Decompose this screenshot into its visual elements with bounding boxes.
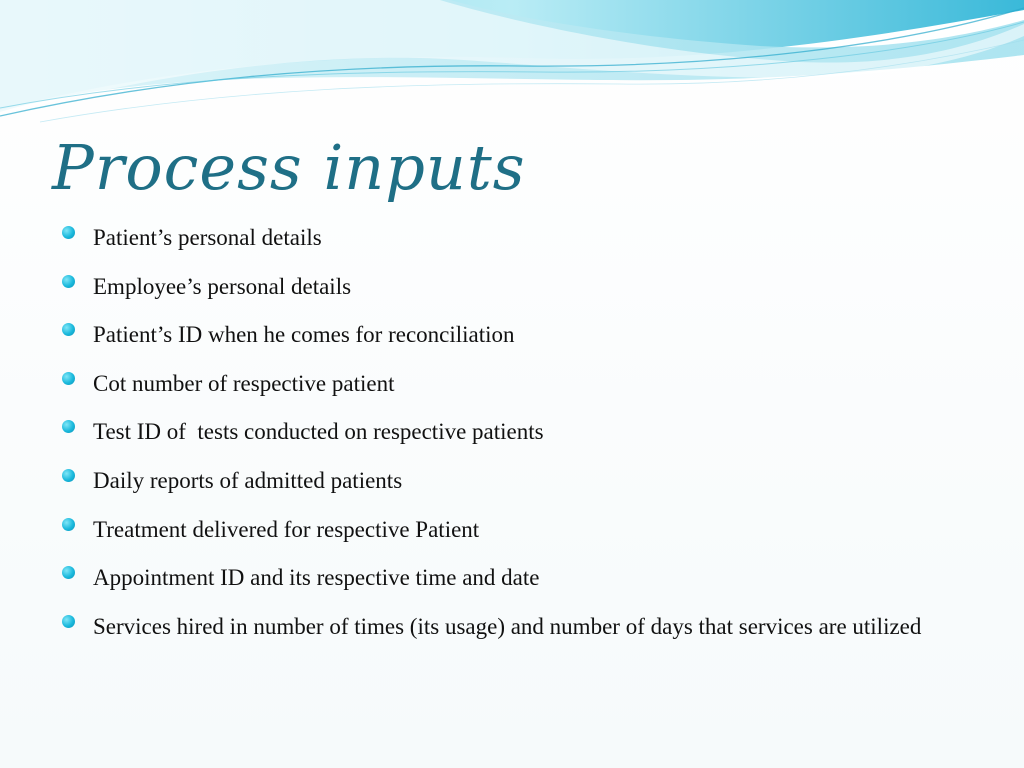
list-item bbox=[60, 218, 960, 257]
list-item-text: Treatment delivered for respective Patient bbox=[93, 516, 480, 542]
bullet-dot-icon bbox=[62, 566, 75, 579]
bullet-dot-icon bbox=[62, 420, 75, 433]
list-item bbox=[60, 510, 960, 549]
list-item bbox=[60, 607, 960, 646]
bullet-dot-icon bbox=[62, 469, 75, 482]
list-item-text: Appointment ID and its respective time and date bbox=[93, 565, 540, 591]
list-item bbox=[60, 412, 960, 451]
slide-title: Process inputs bbox=[52, 131, 526, 204]
bullet-dot-icon bbox=[62, 372, 75, 385]
list-item bbox=[60, 558, 960, 597]
list-item bbox=[60, 461, 960, 500]
bullet-dot-icon bbox=[62, 226, 75, 239]
bullet-list bbox=[60, 218, 960, 655]
bullet-dot-icon bbox=[62, 323, 75, 336]
list-item bbox=[60, 315, 960, 354]
list-item-text: Test ID of tests conducted on respective patients bbox=[93, 419, 544, 445]
list-item-text: Services hired in number of times (its usage) and number of days that services are utilized bbox=[93, 613, 922, 639]
list-item bbox=[60, 267, 960, 306]
list-item-text: Daily reports of admitted patients bbox=[93, 467, 403, 493]
bullet-dot-icon bbox=[62, 518, 75, 531]
bullet-dot-icon bbox=[62, 615, 75, 628]
list-item-text: Employee’s personal details bbox=[93, 273, 352, 299]
header-wave-decoration bbox=[0, 0, 1024, 130]
list-item-text: Patient’s ID when he comes for reconciliation bbox=[93, 322, 515, 348]
list-item bbox=[60, 364, 960, 403]
list-item-text: Cot number of respective patient bbox=[93, 370, 395, 396]
list-item-text: Patient’s personal details bbox=[93, 225, 322, 250]
bullet-dot-icon bbox=[62, 275, 75, 288]
